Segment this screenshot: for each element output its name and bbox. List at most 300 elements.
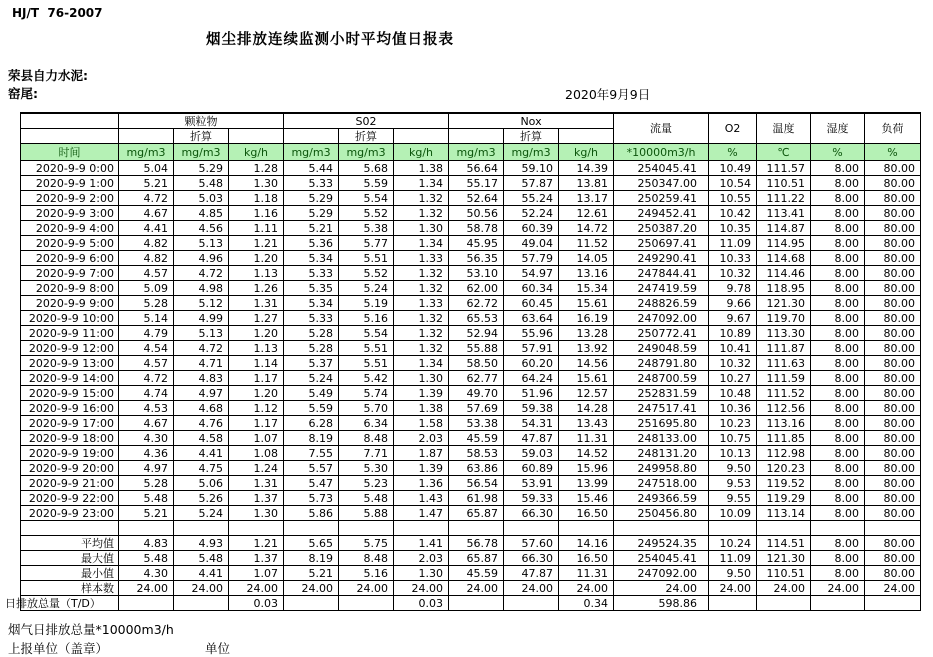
time-cell: 2020-9-9 4:00 [21, 221, 119, 236]
value-cell: 14.56 [559, 356, 614, 371]
value-cell: 4.76 [174, 416, 229, 431]
value-cell: 1.07 [229, 431, 284, 446]
value-cell: 247092.00 [614, 311, 709, 326]
value-cell [449, 596, 504, 611]
value-cell: 59.38 [504, 401, 559, 416]
value-cell: 0.03 [229, 596, 284, 611]
value-cell: 118.95 [757, 281, 811, 296]
value-cell: 121.30 [757, 296, 811, 311]
value-cell: 11.31 [559, 431, 614, 446]
value-cell: 5.33 [284, 176, 339, 191]
value-cell: 4.82 [119, 236, 174, 251]
value-cell: 52.24 [504, 206, 559, 221]
time-cell: 2020-9-9 10:00 [21, 311, 119, 326]
value-cell: 4.54 [119, 341, 174, 356]
time-cell: 2020-9-9 5:00 [21, 236, 119, 251]
table-row [21, 341, 921, 356]
value-cell: 1.13 [229, 266, 284, 281]
value-cell: 1.14 [229, 356, 284, 371]
value-cell: 5.16 [339, 566, 394, 581]
value-cell: 1.34 [394, 176, 449, 191]
value-cell: 80.00 [865, 341, 921, 356]
value-cell: 5.68 [339, 161, 394, 176]
summary-row [21, 551, 921, 566]
value-cell: 1.31 [229, 296, 284, 311]
value-cell: 1.32 [394, 311, 449, 326]
value-cell: 250259.41 [614, 191, 709, 206]
empty-cell [119, 521, 174, 536]
value-cell: 249524.35 [614, 536, 709, 551]
value-cell: 5.14 [119, 311, 174, 326]
unit-header: mg/m3 [119, 144, 174, 161]
value-cell: 63.64 [504, 311, 559, 326]
time-cell: 2020-9-9 15:00 [21, 386, 119, 401]
value-cell: 60.45 [504, 296, 559, 311]
value-cell: 80.00 [865, 266, 921, 281]
value-cell: 248131.20 [614, 446, 709, 461]
value-cell: 1.31 [229, 476, 284, 491]
value-cell: 8.00 [811, 236, 865, 251]
table-row [21, 371, 921, 386]
unit-header: % [811, 144, 865, 161]
summary-row [21, 566, 921, 581]
value-cell: 114.46 [757, 266, 811, 281]
value-cell: 80.00 [865, 356, 921, 371]
value-cell: 11.09 [709, 236, 757, 251]
empty-cell [559, 521, 614, 536]
group-header-flow: 流量 [614, 113, 709, 144]
value-cell: 56.54 [449, 476, 504, 491]
value-cell: 10.32 [709, 356, 757, 371]
time-cell: 2020-9-9 12:00 [21, 341, 119, 356]
value-cell: 5.21 [284, 566, 339, 581]
value-cell: 15.46 [559, 491, 614, 506]
value-cell: 8.00 [811, 296, 865, 311]
value-cell: 1.24 [229, 461, 284, 476]
value-cell: 16.19 [559, 311, 614, 326]
value-cell: 1.32 [394, 326, 449, 341]
value-cell: 49.04 [504, 236, 559, 251]
value-cell: 58.53 [449, 446, 504, 461]
value-cell: 5.47 [284, 476, 339, 491]
value-cell: 1.30 [394, 221, 449, 236]
table-row [21, 431, 921, 446]
value-cell: 1.30 [229, 506, 284, 521]
value-cell: 14.28 [559, 401, 614, 416]
value-cell: 4.57 [119, 356, 174, 371]
group-header-pm: 颗粒物 [119, 113, 284, 129]
time-cell: 2020-9-9 23:00 [21, 506, 119, 521]
value-cell: 4.56 [174, 221, 229, 236]
value-cell: 56.64 [449, 161, 504, 176]
value-cell: 10.89 [709, 326, 757, 341]
value-cell: 80.00 [865, 311, 921, 326]
value-cell: 1.07 [229, 566, 284, 581]
empty-cell [449, 129, 504, 144]
value-cell: 8.00 [811, 431, 865, 446]
value-cell: 80.00 [865, 461, 921, 476]
value-cell: 5.65 [284, 536, 339, 551]
time-cell: 2020-9-9 20:00 [21, 461, 119, 476]
value-cell: 47.87 [504, 431, 559, 446]
value-cell: 1.20 [229, 251, 284, 266]
value-cell: 113.41 [757, 206, 811, 221]
value-cell: 8.00 [811, 476, 865, 491]
empty-cell [339, 521, 394, 536]
value-cell: 4.72 [174, 266, 229, 281]
value-cell: 5.29 [284, 206, 339, 221]
value-cell: 1.17 [229, 371, 284, 386]
empty-cell [811, 521, 865, 536]
time-cell: 2020-9-9 6:00 [21, 251, 119, 266]
value-cell [757, 596, 811, 611]
value-cell: 45.59 [449, 566, 504, 581]
value-cell: 55.96 [504, 326, 559, 341]
value-cell: 10.32 [709, 266, 757, 281]
subheader-nox-converted: 折算 [504, 129, 559, 144]
value-cell: 254045.41 [614, 161, 709, 176]
value-cell: 1.21 [229, 536, 284, 551]
value-cell: 250347.00 [614, 176, 709, 191]
value-cell: 5.29 [174, 161, 229, 176]
row-label-cell: 最小值 [21, 566, 119, 581]
time-cell: 2020-9-9 7:00 [21, 266, 119, 281]
value-cell: 1.39 [394, 386, 449, 401]
value-cell: 1.30 [394, 371, 449, 386]
value-cell: 120.23 [757, 461, 811, 476]
value-cell: 114.95 [757, 236, 811, 251]
separator-row [21, 521, 921, 536]
value-cell: 1.26 [229, 281, 284, 296]
value-cell: 1.39 [394, 461, 449, 476]
unit-header: kg/h [559, 144, 614, 161]
empty-cell [229, 521, 284, 536]
value-cell: 4.72 [119, 191, 174, 206]
value-cell: 14.72 [559, 221, 614, 236]
value-cell: 8.00 [811, 326, 865, 341]
value-cell: 13.28 [559, 326, 614, 341]
value-cell: 13.81 [559, 176, 614, 191]
value-cell: 248133.00 [614, 431, 709, 446]
value-cell: 5.52 [339, 266, 394, 281]
value-cell: 66.30 [504, 506, 559, 521]
value-cell: 10.27 [709, 371, 757, 386]
value-cell: 5.44 [284, 161, 339, 176]
value-cell: 58.50 [449, 356, 504, 371]
value-cell: 119.52 [757, 476, 811, 491]
value-cell: 5.28 [119, 476, 174, 491]
value-cell: 8.00 [811, 341, 865, 356]
value-cell: 8.00 [811, 371, 865, 386]
value-cell: 24.00 [394, 581, 449, 596]
empty-cell [865, 521, 921, 536]
value-cell: 10.55 [709, 191, 757, 206]
value-cell [119, 596, 174, 611]
value-cell: 111.85 [757, 431, 811, 446]
value-cell: 250456.80 [614, 506, 709, 521]
value-cell: 113.14 [757, 506, 811, 521]
value-cell: 1.32 [394, 206, 449, 221]
value-cell: 14.05 [559, 251, 614, 266]
value-cell: 5.34 [284, 296, 339, 311]
table-row [21, 296, 921, 311]
time-cell: 2020-9-9 3:00 [21, 206, 119, 221]
footer-note: 烟气日排放总量*10000m3/h [8, 622, 174, 637]
value-cell: 8.00 [811, 506, 865, 521]
value-cell: 62.72 [449, 296, 504, 311]
value-cell: 53.38 [449, 416, 504, 431]
table-row [21, 386, 921, 401]
value-cell: 52.94 [449, 326, 504, 341]
unit-header: % [709, 144, 757, 161]
unit-header: mg/m3 [449, 144, 504, 161]
value-cell: 5.26 [174, 491, 229, 506]
value-cell: 1.16 [229, 206, 284, 221]
table-row [21, 236, 921, 251]
value-cell: 119.70 [757, 311, 811, 326]
value-cell: 5.12 [174, 296, 229, 311]
report-table-wrapper [5, 112, 921, 611]
value-cell [339, 596, 394, 611]
value-cell: 8.00 [811, 191, 865, 206]
value-cell: 4.96 [174, 251, 229, 266]
value-cell: 10.13 [709, 446, 757, 461]
subheader-pm-converted: 折算 [174, 129, 229, 144]
value-cell: 8.00 [811, 356, 865, 371]
value-cell: 65.87 [449, 551, 504, 566]
value-cell: 65.53 [449, 311, 504, 326]
data-rows [5, 161, 921, 611]
value-cell: 1.30 [394, 566, 449, 581]
time-cell: 2020-9-9 0:00 [21, 161, 119, 176]
value-cell: 119.29 [757, 491, 811, 506]
value-cell: 10.33 [709, 251, 757, 266]
empty-cell [757, 521, 811, 536]
empty-cell [174, 521, 229, 536]
value-cell: 1.11 [229, 221, 284, 236]
value-cell: 5.49 [284, 386, 339, 401]
value-cell: 80.00 [865, 401, 921, 416]
table-row [21, 461, 921, 476]
value-cell: 45.95 [449, 236, 504, 251]
value-cell: 111.22 [757, 191, 811, 206]
value-cell: 4.53 [119, 401, 174, 416]
value-cell: 52.64 [449, 191, 504, 206]
value-cell: 11.52 [559, 236, 614, 251]
value-cell: 8.19 [284, 431, 339, 446]
empty-cell [21, 521, 119, 536]
value-cell: 5.28 [284, 341, 339, 356]
value-cell: 10.23 [709, 416, 757, 431]
value-cell: 0.34 [559, 596, 614, 611]
report-date: 2020年9月9日 [565, 87, 651, 102]
daily-total-row [21, 596, 921, 611]
time-cell: 2020-9-9 8:00 [21, 281, 119, 296]
value-cell: 80.00 [865, 446, 921, 461]
value-cell: 8.00 [811, 446, 865, 461]
time-cell: 2020-9-9 16:00 [21, 401, 119, 416]
value-cell: 10.48 [709, 386, 757, 401]
table-row [21, 506, 921, 521]
value-cell: 4.97 [174, 386, 229, 401]
value-cell: 5.48 [174, 551, 229, 566]
value-cell: 5.57 [284, 461, 339, 476]
value-cell: 112.98 [757, 446, 811, 461]
value-cell: 5.51 [339, 341, 394, 356]
value-cell: 1.58 [394, 416, 449, 431]
unit-header: mg/m3 [504, 144, 559, 161]
value-cell [811, 596, 865, 611]
value-cell: 14.52 [559, 446, 614, 461]
value-cell: 9.55 [709, 491, 757, 506]
time-cell: 2020-9-9 11:00 [21, 326, 119, 341]
value-cell: 24.00 [229, 581, 284, 596]
group-header-nox: Nox [449, 113, 614, 129]
value-cell: 6.34 [339, 416, 394, 431]
value-cell: 10.75 [709, 431, 757, 446]
value-cell: 0.03 [394, 596, 449, 611]
value-cell: 1.12 [229, 401, 284, 416]
report-table [5, 112, 921, 611]
value-cell: 4.57 [119, 266, 174, 281]
value-cell: 248791.80 [614, 356, 709, 371]
value-cell: 4.30 [119, 431, 174, 446]
value-cell: 4.36 [119, 446, 174, 461]
value-cell: 5.42 [339, 371, 394, 386]
value-cell [865, 596, 921, 611]
page-title: 烟尘排放连续监测小时平均值日报表 [206, 32, 454, 48]
header-row-groups [21, 113, 921, 129]
value-cell: 15.34 [559, 281, 614, 296]
value-cell: 53.10 [449, 266, 504, 281]
value-cell: 8.00 [811, 536, 865, 551]
value-cell: 5.04 [119, 161, 174, 176]
value-cell: 4.72 [119, 371, 174, 386]
value-cell: 8.00 [811, 251, 865, 266]
time-cell: 2020-9-9 19:00 [21, 446, 119, 461]
row-label-cell: 平均值 [21, 536, 119, 551]
value-cell: 249958.80 [614, 461, 709, 476]
value-cell: 1.37 [229, 491, 284, 506]
value-cell: 57.79 [504, 251, 559, 266]
value-cell: 5.24 [284, 371, 339, 386]
value-cell: 14.39 [559, 161, 614, 176]
value-cell: 15.96 [559, 461, 614, 476]
unit-header: *10000m3/h [614, 144, 709, 161]
value-cell: 4.72 [174, 341, 229, 356]
value-cell: 6.28 [284, 416, 339, 431]
summary-row [21, 536, 921, 551]
value-cell: 1.27 [229, 311, 284, 326]
value-cell: 247419.59 [614, 281, 709, 296]
table-row [21, 446, 921, 461]
value-cell: 247844.41 [614, 266, 709, 281]
value-cell: 13.92 [559, 341, 614, 356]
group-header-so2: S02 [284, 113, 449, 129]
value-cell: 80.00 [865, 566, 921, 581]
value-cell: 24.00 [559, 581, 614, 596]
table-row [21, 281, 921, 296]
value-cell: 4.41 [119, 221, 174, 236]
value-cell: 1.34 [394, 236, 449, 251]
value-cell: 80.00 [865, 221, 921, 236]
value-cell: 5.37 [284, 356, 339, 371]
time-cell: 2020-9-9 13:00 [21, 356, 119, 371]
value-cell: 4.83 [174, 371, 229, 386]
empty-cell [21, 129, 119, 144]
value-cell: 110.51 [757, 176, 811, 191]
value-cell: 5.09 [119, 281, 174, 296]
empty-cell [504, 521, 559, 536]
value-cell: 110.51 [757, 566, 811, 581]
value-cell: 80.00 [865, 191, 921, 206]
empty-cell [394, 129, 449, 144]
time-cell: 2020-9-9 18:00 [21, 431, 119, 446]
value-cell: 5.51 [339, 251, 394, 266]
unit-header: kg/h [394, 144, 449, 161]
value-cell: 4.85 [174, 206, 229, 221]
time-cell: 2020-9-9 9:00 [21, 296, 119, 311]
value-cell: 4.67 [119, 206, 174, 221]
value-cell: 55.88 [449, 341, 504, 356]
value-cell: 1.17 [229, 416, 284, 431]
value-cell: 80.00 [865, 176, 921, 191]
value-cell: 62.77 [449, 371, 504, 386]
unit-header: % [865, 144, 921, 161]
value-cell: 9.53 [709, 476, 757, 491]
value-cell: 51.96 [504, 386, 559, 401]
value-cell: 8.00 [811, 461, 865, 476]
value-cell: 5.23 [339, 476, 394, 491]
value-cell [284, 596, 339, 611]
value-cell: 8.00 [811, 176, 865, 191]
value-cell: 5.24 [339, 281, 394, 296]
value-cell: 8.00 [811, 206, 865, 221]
standard-code: HJ/T 76-2007 [12, 6, 103, 20]
value-cell: 8.00 [811, 311, 865, 326]
value-cell: 250697.41 [614, 236, 709, 251]
table-row [21, 161, 921, 176]
value-cell: 113.16 [757, 416, 811, 431]
value-cell: 10.42 [709, 206, 757, 221]
value-cell: 249048.59 [614, 341, 709, 356]
value-cell: 2.03 [394, 431, 449, 446]
unit-label: 单位 [205, 641, 231, 656]
value-cell: 5.16 [339, 311, 394, 326]
unit-header: kg/h [229, 144, 284, 161]
value-cell: 5.59 [339, 176, 394, 191]
value-cell: 24.00 [811, 581, 865, 596]
value-cell: 5.33 [284, 311, 339, 326]
value-cell: 13.43 [559, 416, 614, 431]
value-cell: 13.16 [559, 266, 614, 281]
value-cell: 4.99 [174, 311, 229, 326]
value-cell: 252831.59 [614, 386, 709, 401]
value-cell: 24.00 [284, 581, 339, 596]
group-header-temp: 温度 [757, 113, 811, 144]
value-cell: 5.06 [174, 476, 229, 491]
value-cell: 13.17 [559, 191, 614, 206]
value-cell: 248826.59 [614, 296, 709, 311]
value-cell: 80.00 [865, 281, 921, 296]
value-cell: 121.30 [757, 551, 811, 566]
value-cell: 8.00 [811, 281, 865, 296]
value-cell: 598.86 [614, 596, 709, 611]
value-cell: 5.54 [339, 191, 394, 206]
value-cell: 254045.41 [614, 551, 709, 566]
value-cell: 4.93 [174, 536, 229, 551]
empty-cell [709, 521, 757, 536]
